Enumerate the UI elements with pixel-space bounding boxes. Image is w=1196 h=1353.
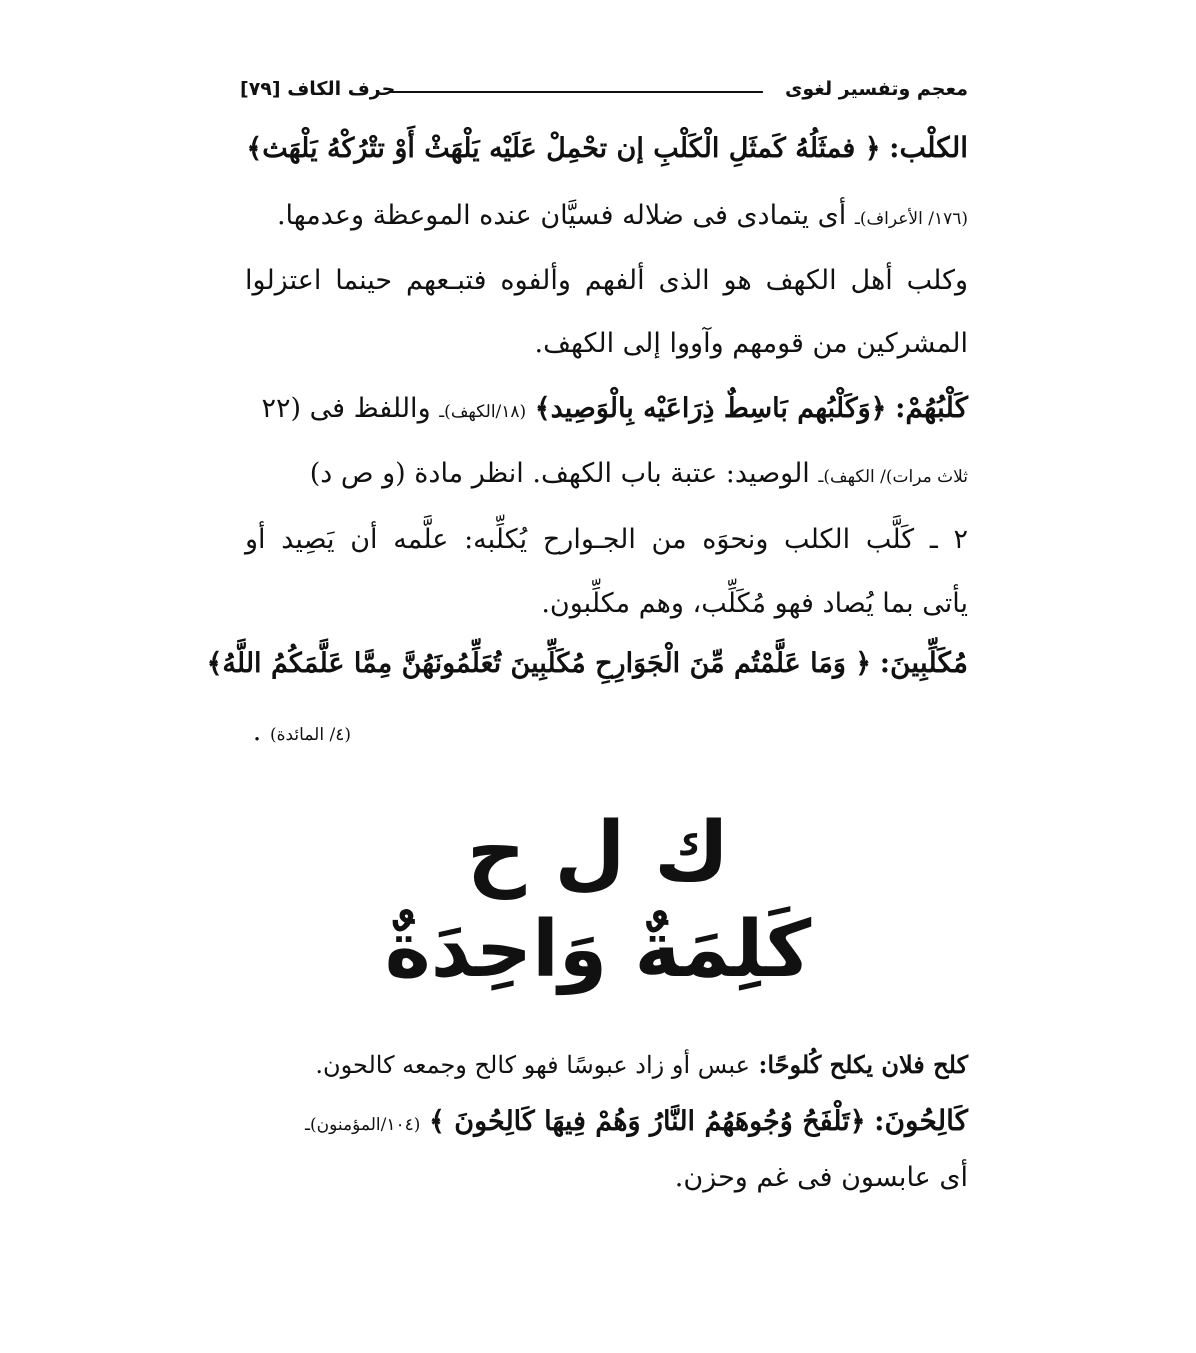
entry-headword: كَالِحُونَ: (874, 1104, 968, 1137)
entry-line (245, 520, 968, 560)
entry-headword: كلح فلان يكلح كُلوحًا: (758, 1050, 968, 1079)
entry-line (246, 128, 968, 169)
entry-line (675, 1158, 968, 1198)
entry-line (245, 261, 968, 301)
verse-reference: (١٧٦/ الأعراف)ـ (854, 209, 968, 229)
quran-quote: ﴿وَكَلْبُهم بَاسِطٌ ذِرَاعَيْه بِالْوَصِيد﴾ (534, 393, 887, 424)
section-title: حرف الكاف [٧٩] (240, 78, 396, 100)
page-header (240, 78, 968, 106)
root-title: ك ل ح (466, 805, 730, 900)
entry-text: أى يتمادى فى ضلاله فسيَّان عنده الموعظة وعدمها. (276, 200, 847, 231)
entry-text: واللفظ فى (٢٢ (261, 393, 431, 424)
entry-text: . (252, 716, 262, 747)
verse-reference: ثلاث مرات)/ الكهف)ـ (818, 467, 968, 487)
entry-headword: كَلْبُهُمْ: (895, 391, 968, 424)
entry-line (541, 584, 968, 624)
verse-reference: (١٠٤/المؤمنون)ـ (305, 1115, 421, 1135)
entry-line (315, 1045, 968, 1085)
entry-line (534, 324, 968, 364)
entry-line (253, 712, 351, 755)
verse-reference: (١٨/الكهف)ـ (439, 402, 527, 422)
entry-text: أى عابسون فى غم وحزن. (674, 1162, 968, 1193)
entry-headword: الكلْب: (889, 131, 968, 164)
entry-line (305, 1101, 968, 1145)
entry-text: وكلب أهل الكهف هو الذى ألفهم وألفوه فتبـعهم حينما اعتزلوا (245, 265, 968, 296)
quran-quote: ﴿ وَمَا عَلَّمْتُم مِّنَ الْجَوَارِحِ مُكَلِّبِينَ تُعَلِّمُونَهُنَّ مِمَّا عَلَّمَكُمُ اللَّهُ﴾ (206, 648, 872, 679)
entry-text: الوصيد: عتبة باب الكهف. انظر مادة (و ص د) (309, 458, 810, 489)
entry-line (277, 196, 968, 239)
quran-quote: ﴿ فمثَلُهُ كَمثَلِ الْكَلْبِ إن تحْمِلْ عَلَيْه يَلْهَثْ أَوْ تتْرُكْهُ يَلْهَث﴾ (246, 133, 881, 164)
book-title: معجم وتفسير لغوى (784, 78, 968, 100)
entry-text: يأتى بما يُصاد فهو مُكَلِّب، وهم مكلِّبون. (541, 588, 968, 619)
entry-text: المشركين من قومهم وآووا إلى الكهف. (534, 328, 968, 359)
entry-line (207, 643, 968, 684)
header-rule (390, 91, 763, 93)
entry-line (310, 454, 968, 497)
root-subtitle: كَلِمَةٌ وَاحِدَةٌ (384, 905, 812, 995)
entry-text: ٢ ـ كَلَّب الكلب ونحوَه من الجـوارح يُكلِّبه: علَّمه أن يَصِيد أو (245, 524, 968, 555)
entry-headword: مُكَلِّبِينَ: (879, 646, 968, 679)
entry-line (261, 388, 968, 432)
entry-text: عبس أو زاد عبوسًا فهو كالح وجمعه كالحون. (315, 1051, 750, 1079)
verse-reference: (٤/ المائدة) (269, 725, 351, 745)
quran-quote: ﴿تَلْفَحُ وُجُوهَهُمُ النَّارُ وَهُمْ فِيهَا كَالِحُونَ ﴾ (429, 1106, 866, 1137)
